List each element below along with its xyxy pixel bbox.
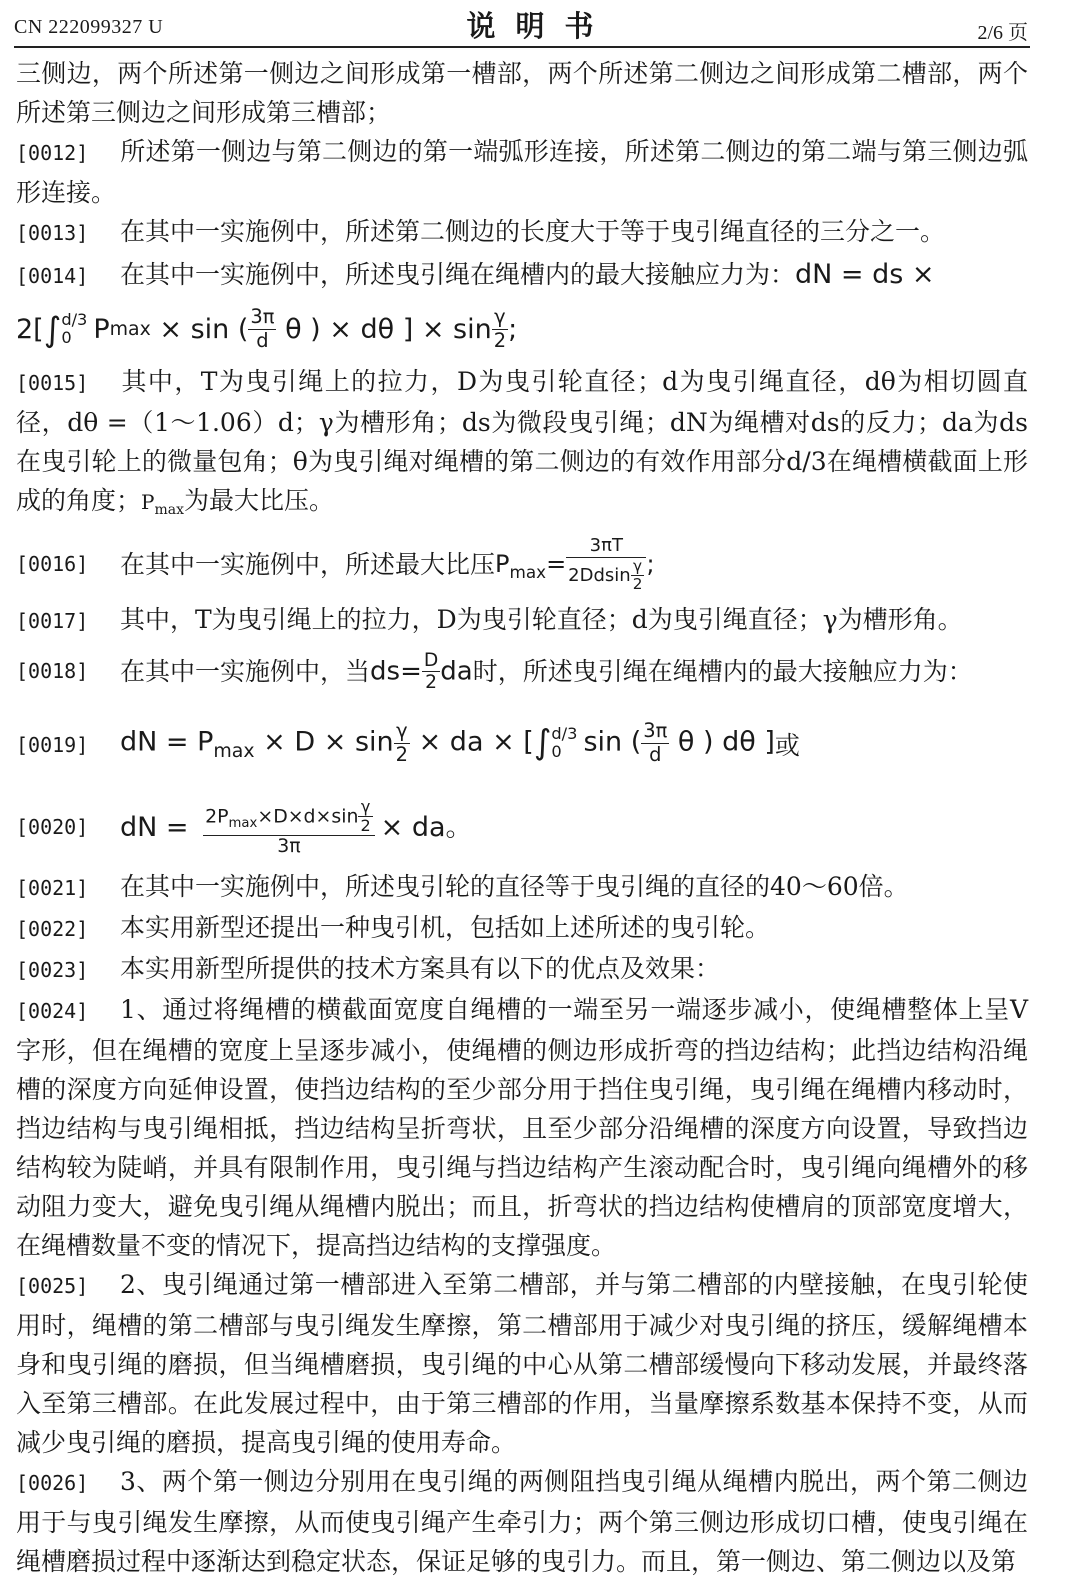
page-header <box>0 0 1080 46</box>
paragraph-0022 <box>16 908 1028 949</box>
paragraph-text: 在其中一实施例中，所述第二侧边的长度大于等于曳引绳直径的三分之一。 <box>120 217 946 246</box>
paragraph-number: [0024] <box>16 998 89 1023</box>
paragraph-number: [0018] <box>16 659 89 684</box>
paragraph-0015: [0015] 其中，T为曳引绳上的拉力，D为曳引轮直径；d为曳引绳直径，dθ为相切圆直径，dθ =（1～1.06）d；γ为槽形角；ds为微段曳引绳；dN为绳槽对ds的反力；da为ds在曳引轮上的微量包角；θ为曳引绳对绳槽的第二侧边的有效作用部分d/3在绳槽横截面上形成的角度；$P_{max}$为最大比压。 <box>16 362 1028 530</box>
paragraph-number: [0021] <box>16 875 89 900</box>
paragraph-number: [0020] <box>16 815 89 840</box>
paragraph-number: [0019] <box>16 733 89 758</box>
paragraph-0012 <box>16 132 1028 212</box>
paragraph-0024 <box>16 990 1028 1265</box>
paragraph-0018: [0018] 在其中一实施例中，当 ds= $\frac{D}{2}$ da 时，所述曳引绳在绳槽内的最大接触应力为： <box>16 649 973 694</box>
paragraph-text: 3、两个第一侧边分别用在曳引绳的两侧阻挡曳引绳从绳槽内脱出，两个第二侧边用于与曳引绳发生摩擦，从而使曳引绳产生牵引力；两个第三侧边形成切口槽，使曳引绳在绳槽磨损过程中逐渐达到稳定状态，保证足够的曳引力。而且，第一侧边、第二侧边以及第 <box>16 1466 1028 1576</box>
formula-suffix: 或 <box>774 731 800 761</box>
paragraph-text: 所述第一侧边与第二侧边的第一端弧形连接，所述第二侧边的第二端与第三侧边弧形连接。 <box>16 137 1028 207</box>
paragraph-text-2: 时，所述曳引绳在绳槽内的最大接触应力为： <box>472 657 973 687</box>
paragraph-continuation: 三侧边，两个所述第一侧边之间形成第一槽部，两个所述第二侧边之间形成第二槽部，两个所述第三侧边之间形成第三槽部； <box>16 59 1028 127</box>
paragraph-0019 <box>16 703 1028 789</box>
document-title: 说明书 <box>466 9 614 43</box>
paragraph-text: 在其中一实施例中，当 <box>120 657 371 687</box>
paragraph-text: 在其中一实施例中，所述曳引轮的直径等于曳引绳的直径的40～60倍。 <box>120 871 909 901</box>
paragraph-text: 2、曳引绳通过第一槽部进入至第二槽部，并与第二槽部的内壁接触，在曳引轮使用时，绳槽的第二槽部与曳引绳发生摩擦，第二槽部用于减少对曳引绳的挤压，缓解绳槽本身和曳引绳的磨损，但当绳槽磨损，曳引绳的中心从第二槽部缓慢向下移动发展，并最终落入至第三槽部。在此发展过程中，由于第三槽部的作用，当量摩擦系数基本保持不变，从而减少曳引绳的磨损，提高曳引绳的使用寿命。 <box>16 1269 1028 1457</box>
paragraph-number: [0017] <box>16 608 89 633</box>
paragraph-0026 <box>16 1462 1028 1581</box>
paragraph-number: [0013] <box>16 221 89 245</box>
paragraph-0017 <box>16 600 1028 641</box>
paragraph-0016: [0016] 在其中一实施例中，所述最大比压 $P_{max}=$ 3πT 2Ddsin $\frac{\gamma}{2}$ ; <box>16 534 655 594</box>
formula-0019: dN = $P_{max} \times D \times \sin$ $\frac{\gamma}{2}$ × da × [∫ d/3 0 sin ( $\frac{3\pi}{d}$ θ ) dθ ] <box>120 719 775 766</box>
formula-0020: dN = $2P_{max}\times D\times d\times\sin$ $\frac{\gamma}{2}$ 3π × da。 <box>120 796 473 858</box>
paragraph-number: [0023] <box>16 957 89 982</box>
formula-head: dN = ds × <box>795 259 935 290</box>
formula-0014: 2[ ∫ d/3 0 P max × sin ( $\frac{3\pi}{d}$ θ ) × dθ ] × sin $\frac{\gamma}{2}$ ; <box>16 305 518 352</box>
paragraph-number: [0012] <box>16 141 89 165</box>
paragraph-text: 本实用新型还提出一种曳引机，包括如上述所述的曳引轮。 <box>120 912 771 942</box>
paragraph-0020 <box>16 789 1028 867</box>
paragraph-number: [0026] <box>16 1470 89 1495</box>
paragraph-number: [0025] <box>16 1273 89 1298</box>
paragraph-0014 <box>16 255 1028 296</box>
paragraph-0023 <box>16 949 1028 990</box>
paragraph-text: 其中，T为曳引绳上的拉力，D为曳引轮直径；d为曳引绳直径，dθ为相切圆直径，dθ =（1～1.06）d；γ为槽形角；ds为微段曳引绳；dN为绳槽对ds的反力；da为ds在曳引轮上的微量包角；θ为曳引绳对绳槽的第二侧边的有效作用部分d/3在绳槽横截面上形成的角度； <box>16 367 1028 515</box>
paragraph-text: 1、通过将绳槽的横截面宽度自绳槽的一端至另一端逐步减小，使绳槽整体上呈V字形，但在绳槽的宽度上呈逐步减小，使绳槽的侧边形成折弯的挡边结构；此挡边结构沿绳槽的深度方向延伸设置，使挡边结构的至少部分用于挡住曳引绳，曳引绳在绳槽内移动时，挡边结构与曳引绳相抵，挡边结构呈折弯状，且至少部分沿绳槽的深度方向设置，导致挡边结构较为陡峭，并具有限制作用，曳引绳与挡边结构产生滚动配合时，曳引绳向绳槽外的移动阻力变大，避免曳引绳从绳槽内脱出；而且，折弯状的挡边结构使槽肩的顶部宽度增大，在绳槽数量不变的情况下，提高挡边结构的支撑强度。 <box>16 994 1028 1260</box>
paragraph-number: [0015] <box>16 371 89 395</box>
paragraph-0025 <box>16 1265 1028 1462</box>
header-rule <box>14 46 1030 48</box>
page-number: 2/6 页 <box>977 22 1028 44</box>
paragraph-number: [0014] <box>16 264 89 288</box>
paragraph-tail: 为最大比压。 <box>184 486 335 515</box>
paragraph-0021 <box>16 867 1028 908</box>
document-body <box>16 54 1028 1581</box>
paragraph-number: [0016] <box>16 552 89 577</box>
paragraph-text: 本实用新型所提供的技术方案具有以下的优点及效果： <box>120 953 721 983</box>
patent-number: CN 222099327 U <box>14 16 164 38</box>
paragraph-text: 其中，T为曳引绳上的拉力，D为曳引轮直径；d为曳引绳直径；γ为槽形角。 <box>120 604 963 634</box>
paragraph-0013 <box>16 212 1028 253</box>
paragraph-text: 在其中一实施例中，所述曳引绳在绳槽内的最大接触应力为： <box>120 260 796 289</box>
paragraph-number: [0022] <box>16 916 89 941</box>
paragraph-text: 在其中一实施例中，所述最大比压 <box>120 550 496 580</box>
